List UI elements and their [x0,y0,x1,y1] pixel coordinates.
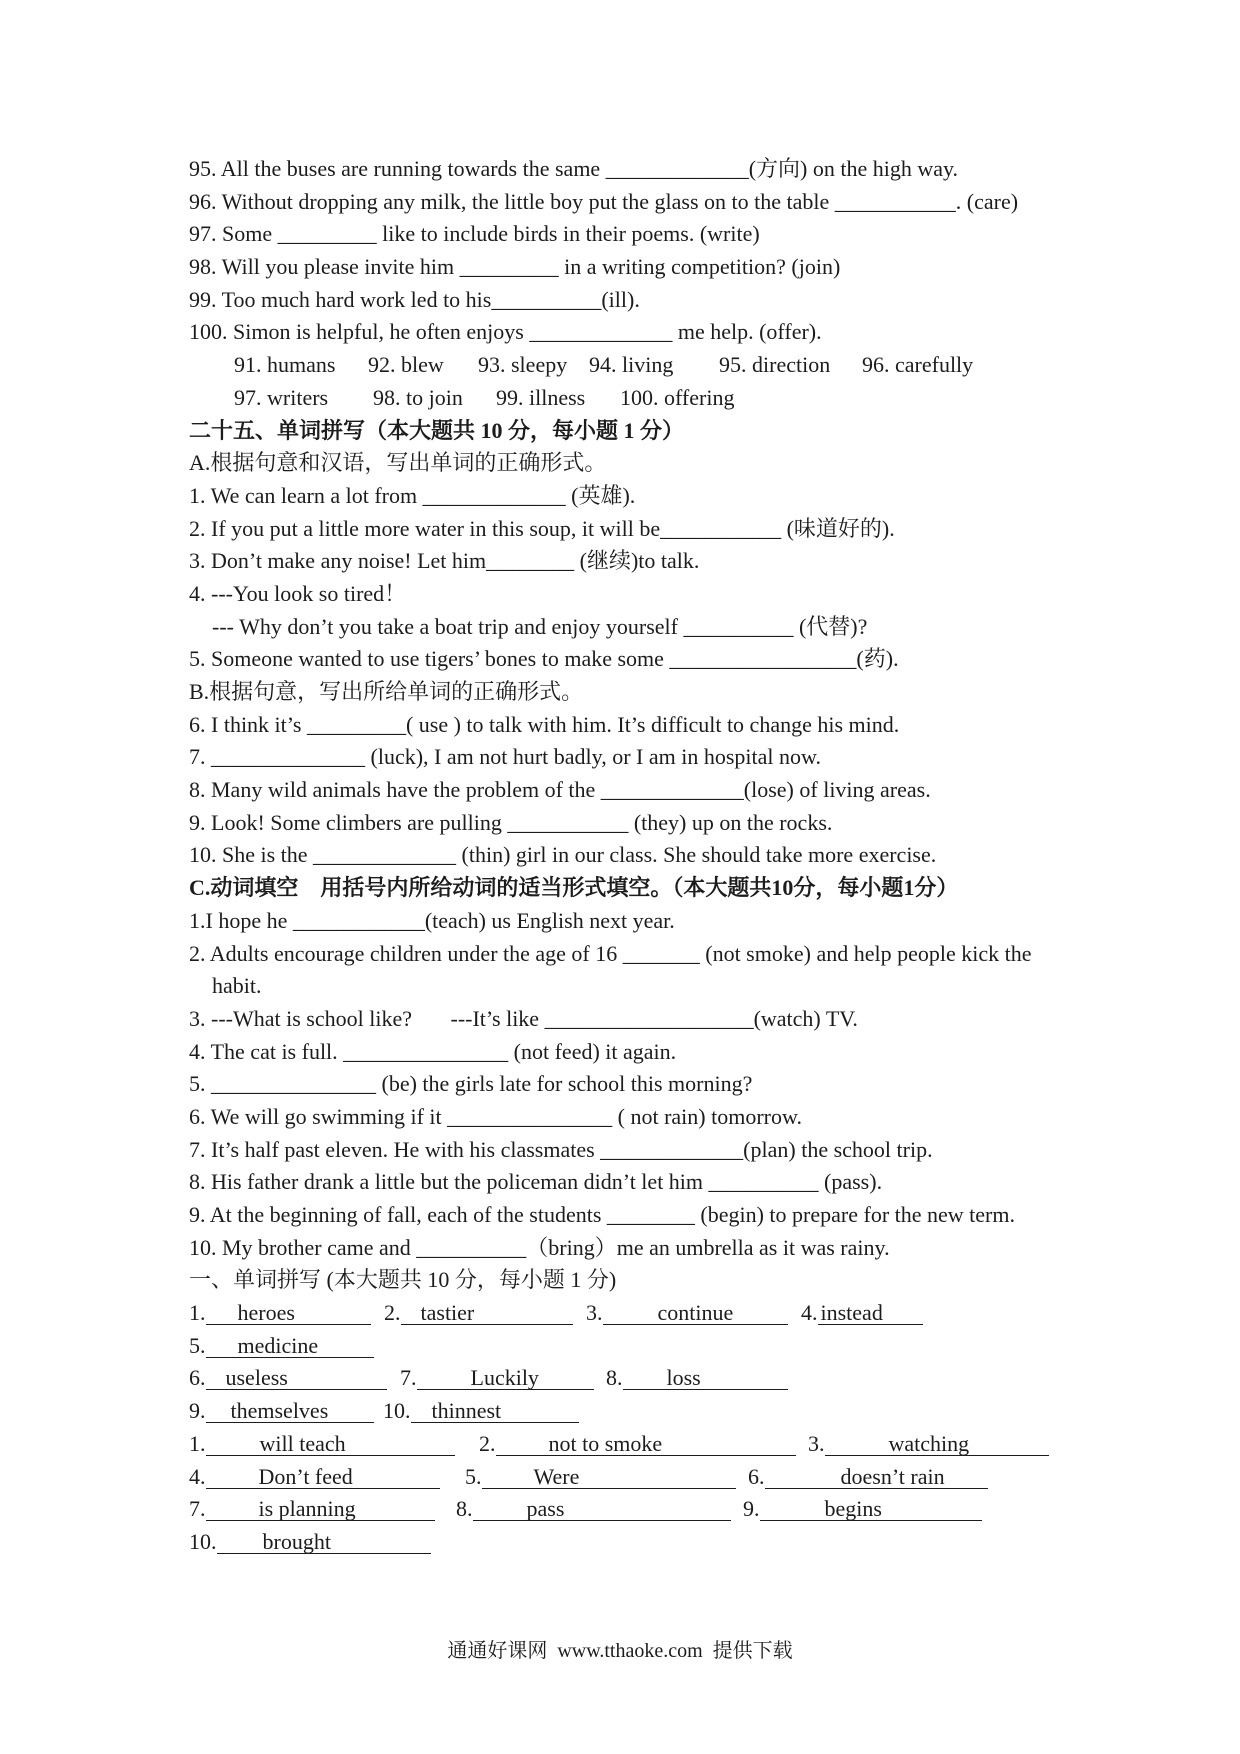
answer-blank: continue [603,1302,788,1325]
part-b-question-6: 6. I think it’s _________( use ) to talk with him. It’s difficult to change his mind. [189,711,900,737]
answer-key-item: 91. humans [234,352,336,378]
part-a-question-5: 5. Someone wanted to use tigers’ bones to make some _________________(药). [189,646,899,672]
part-b-question-9: 9. Look! Some climbers are pulling ___________ (they) up on the rocks. [189,809,833,835]
answer-row [0,1526,1240,1559]
answer-row [0,1428,1240,1461]
part-a-question-2: 2. If you put a little more water in this soup, it will be___________ (味道好的). [189,515,895,541]
part-c-question-3: 3. ---What is school like? ---It’s like ___________________(watch) TV. [189,1005,858,1031]
answer-number: 8. [606,1365,623,1391]
part-c-question-8: 8. His father drank a little but the policeman didn’t let him __________ (pass). [189,1169,883,1195]
answer-item [748,1461,988,1494]
answer-number: 6. [748,1463,765,1489]
answer-item [383,1395,579,1428]
answer-number: 4. [801,1300,818,1326]
answer-number: 5. [465,1463,482,1489]
answer-blank: tastier [401,1302,573,1325]
question-97: 97. Some _________ like to include birds in their poems. (write) [189,221,760,247]
answer-item [456,1493,731,1526]
part-c-question-4: 4. The cat is full. _______________ (not feed) it again. [189,1038,677,1064]
section-heading: 二十五、单词拼写（本大题共 10 分，每小题 1 分） [189,417,685,443]
answer-item [606,1362,788,1395]
answer-blank: watching [825,1433,1049,1456]
answer-item [189,1362,387,1395]
part-a-question-4-continuation: --- Why don’t you take a boat trip and enjoy yourself __________ (代替)? [212,613,868,639]
answer-blank: loss [623,1367,788,1390]
answer-blank: not to smoke [496,1433,796,1456]
part-a-question-3: 3. Don’t make any noise! Let him________ (继续)to talk. [189,548,700,574]
answer-number: 4. [189,1463,206,1489]
answer-blank: thinnest [411,1400,579,1423]
answer-blank: pass [473,1498,731,1521]
answer-item [808,1428,1049,1461]
question-96: 96. Without dropping any milk, the little boy put the glass on to the table ___________. (care) [189,188,1019,214]
answer-blank: themselves [206,1400,374,1423]
answer-item [189,1526,431,1559]
answer-item [189,1395,374,1428]
answer-key-item: 95. direction [719,352,831,378]
answer-item [400,1362,594,1395]
answer-item [586,1297,788,1330]
part-c-question-2-continuation: habit. [212,973,262,999]
answer-row [0,1395,1240,1428]
answer-blank: medicine [206,1335,374,1358]
answer-key-item: 92. blew [368,352,444,378]
answer-blank: begins [760,1498,982,1521]
answer-number: 1. [189,1300,206,1326]
answer-number: 3. [586,1300,603,1326]
answer-number: 7. [189,1496,206,1522]
part-c-question-9: 9. At the beginning of fall, each of the students ________ (begin) to prepare for the new term. [189,1202,1015,1227]
answer-blank: Don’t feed [206,1466,440,1489]
answer-row [0,1461,1240,1494]
question-98: 98. Will you please invite him _________ in a writing competition? (join) [189,254,841,280]
answer-blank: is planning [206,1498,435,1521]
part-c-question-6: 6. We will go swimming if it _______________ ( not rain) tomorrow. [189,1103,802,1129]
part-b-question-10: 10. She is the _____________ (thin) girl in our class. She should take more exercise. [189,842,937,868]
part-c-question-5: 5. _______________ (be) the girls late for school this morning? [189,1071,753,1097]
part-c-question-2: 2. Adults encourage children under the age of 16 _______ (not smoke) and help people kick the [189,940,1032,966]
answer-number: 7. [400,1365,417,1391]
answer-key-row [0,349,1240,382]
answer-number: 9. [743,1496,760,1522]
answer-item [743,1493,982,1526]
part-a-question-4: 4. ---You look so tired！ [189,580,407,606]
answer-item [801,1297,923,1330]
answer-blank: Were [482,1466,736,1489]
answer-number: 5. [189,1332,206,1358]
part-c-heading: C.动词填空 用括号内所给动词的适当形式填空。（本大题共10分，每小题1分） [189,875,959,901]
answer-item [189,1330,374,1363]
answer-row [0,1362,1240,1395]
answer-number: 8. [456,1496,473,1522]
answer-key-item: 100. offering [620,384,735,410]
answer-row [0,1330,1240,1363]
answer-key-item: 96. carefully [862,352,974,378]
part-a-question-1: 1. We can learn a lot from _____________ (英雄). [189,482,636,508]
answer-item [189,1428,455,1461]
answer-item [189,1493,435,1526]
question-95: 95. All the buses are running towards the same _____________(方向) on the high way. [189,156,959,181]
answer-row [0,1297,1240,1330]
answer-number: 6. [189,1365,206,1391]
part-c-question-7: 7. It’s half past eleven. He with his classmates _____________(plan) the school trip. [189,1136,933,1162]
part-c-question-10: 10. My brother came and __________（bring）me an umbrella as it was rainy. [189,1234,890,1260]
part-a-instruction: A.根据句意和汉语，写出单词的正确形式。 [189,450,607,476]
answer-key-item: 99. illness [496,384,586,410]
part-b-question-8: 8. Many wild animals have the problem of the _____________(lose) of living areas. [189,777,931,803]
answer-blank: instead [818,1302,923,1325]
answer-blank: brought [217,1531,431,1554]
answer-item [465,1461,736,1494]
answer-blank: will teach [206,1433,455,1456]
answer-item [384,1297,573,1330]
answer-key-item: 94. living [589,352,674,378]
answer-number: 3. [808,1430,825,1456]
answers-heading: 一、单词拼写 (本大题共 10 分，每小题 1 分) [189,1267,617,1293]
part-b-question-7: 7. ______________ (luck), I am not hurt badly, or I am in hospital now. [189,744,821,770]
answer-item [479,1428,796,1461]
answer-number: 1. [189,1430,206,1456]
answer-item [189,1461,440,1494]
answer-number: 2. [479,1430,496,1456]
answer-key-row [0,382,1240,415]
exam-content [0,153,1240,1559]
part-b-instruction: B.根据句意，写出所给单词的正确形式。 [189,679,584,704]
answer-key-item: 97. writers [234,384,329,410]
question-100: 100. Simon is helpful, he often enjoys _____________ me help. (offer). [189,319,822,345]
answer-blank: Luckily [417,1367,594,1390]
answer-blank: useless [206,1367,387,1390]
answer-key-item: 98. to join [373,384,463,410]
answer-number: 9. [189,1398,206,1424]
answer-number: 10. [189,1528,217,1554]
question-99: 99. Too much hard work led to his__________(ill). [189,286,640,312]
answer-key-item: 93. sleepy [478,352,568,378]
answer-blank: heroes [206,1302,371,1325]
footer-credit: 通通好课网 www.tthaoke.com 提供下载 [447,1640,793,1662]
answer-number: 2. [384,1300,401,1326]
answer-row [0,1493,1240,1526]
answer-item [189,1297,371,1330]
part-c-question-1: 1.I hope he ____________(teach) us English next year. [189,907,675,933]
answer-blank: doesn’t rain [765,1466,988,1489]
answer-number: 10. [383,1398,411,1424]
